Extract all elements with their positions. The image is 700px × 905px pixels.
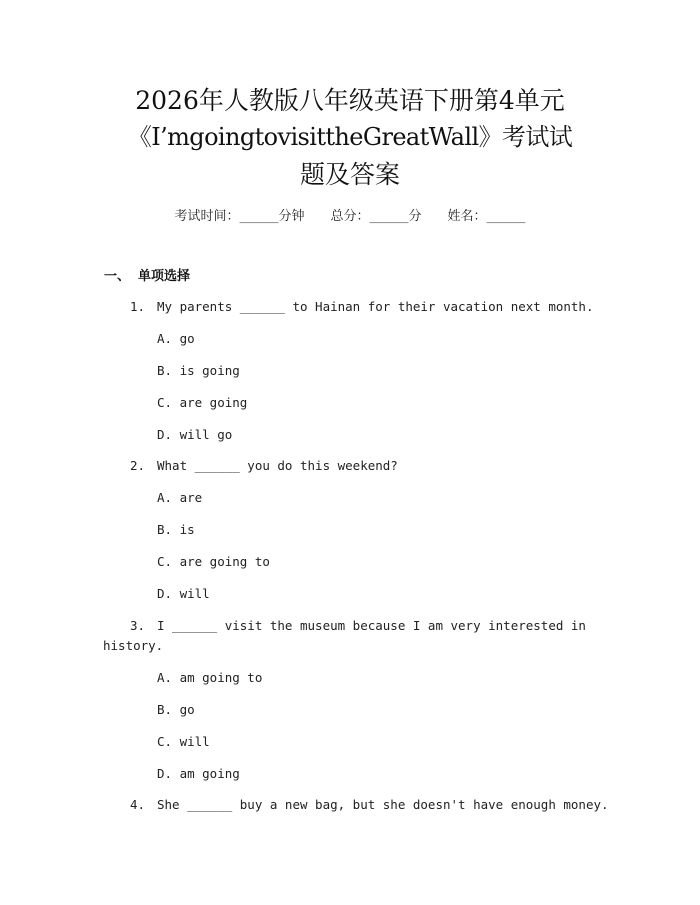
question-text: She ______ buy a new bag, but she doesn't have enough money.: [157, 797, 609, 812]
question-number: 2.: [130, 458, 146, 473]
section-title: 单项选择: [138, 269, 191, 284]
question-2: [130, 458, 398, 473]
exam-time: 考试时间：______分钟: [174, 209, 305, 224]
question-4: [130, 797, 609, 812]
question-1-option-a: A. go: [157, 331, 195, 346]
question-2-option-b: B. is: [157, 522, 195, 537]
question-number: 1.: [130, 299, 146, 314]
section-heading: [104, 265, 190, 284]
title-line-1: 2026年人教版八年级英语下册第4单元: [135, 86, 565, 115]
document-title: [70, 82, 630, 193]
question-1: [130, 299, 594, 314]
question-1-option-b: B. is going: [157, 363, 240, 378]
question-3-option-a: A. am going to: [157, 670, 263, 685]
question-3-option-c: C. will: [157, 734, 210, 749]
question-1-option-d: D. will go: [157, 427, 233, 442]
exam-meta: [0, 205, 700, 224]
question-3: [130, 618, 586, 633]
title-line-2: 《I’mgoingtovisittheGreatWall》考试试: [127, 123, 573, 151]
question-text-line-1: I ______ visit the museum because I am very interested in: [157, 618, 586, 633]
student-name-field: 姓名：______: [447, 209, 526, 224]
question-number: 3.: [130, 618, 146, 633]
question-1-option-c: C. are going: [157, 395, 248, 410]
question-3-option-b: B. go: [157, 702, 195, 717]
question-text: What ______ you do this weekend?: [157, 458, 398, 473]
question-2-option-c: C. are going to: [157, 554, 270, 569]
question-3-option-d: D. am going: [157, 766, 240, 781]
question-2-option-a: A. are: [157, 490, 203, 505]
question-number: 4.: [130, 797, 146, 812]
question-text: My parents ______ to Hainan for their vacation next month.: [157, 299, 594, 314]
question-2-option-d: D. will: [157, 586, 210, 601]
section-number: 一、: [104, 269, 131, 284]
question-3-continuation: history.: [103, 638, 164, 653]
title-line-3: 题及答案: [299, 160, 400, 189]
exam-score: 总分：______分: [330, 209, 422, 224]
